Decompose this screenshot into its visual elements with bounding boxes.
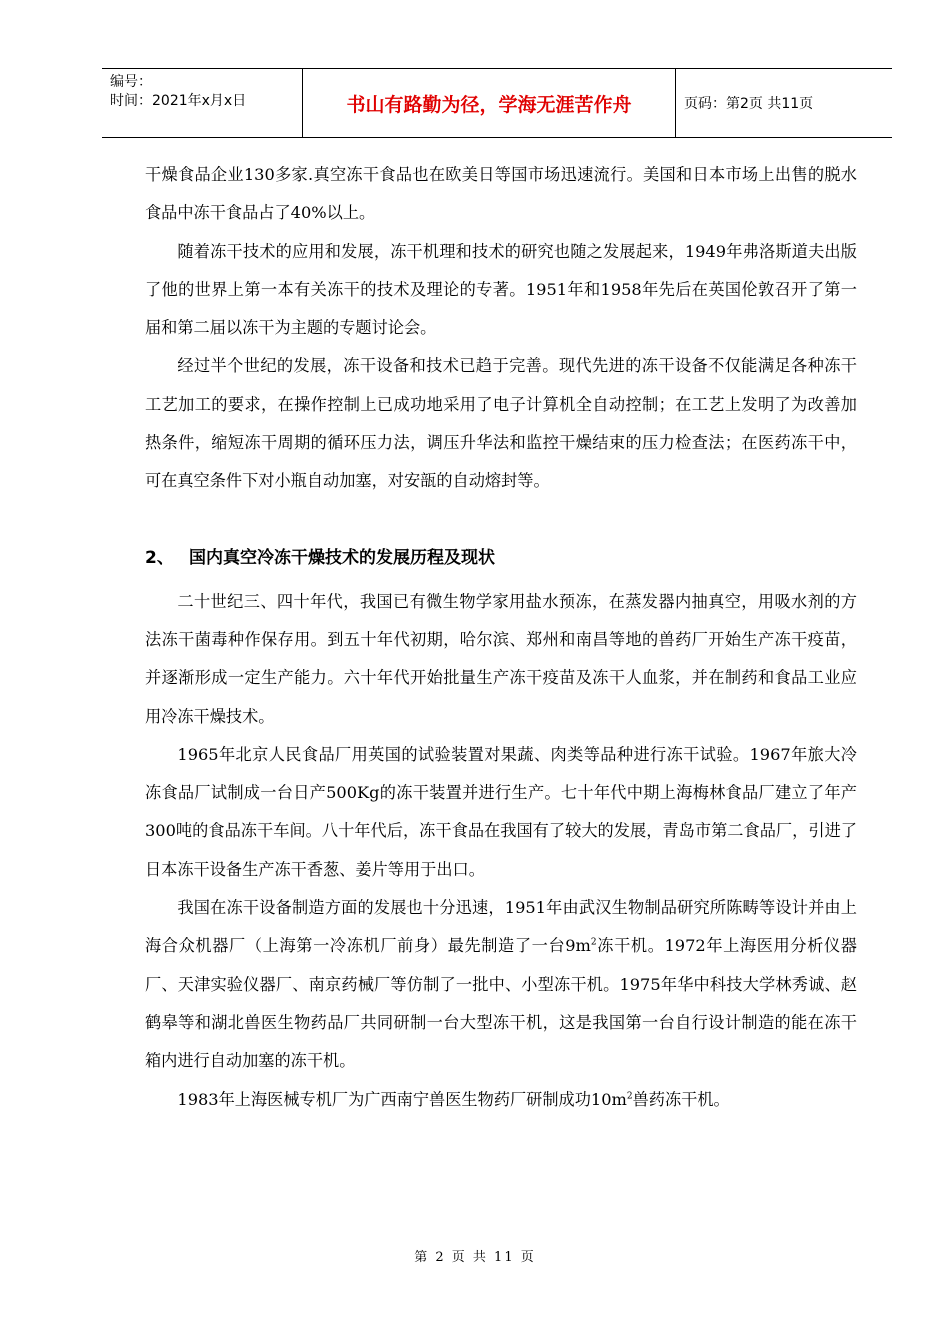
document-body — [145, 156, 857, 1119]
time-label: 时间：2021年x月x日 — [110, 93, 247, 109]
text-run: 兽药冻干机。 — [632, 1089, 730, 1109]
header-table — [102, 68, 892, 138]
text-run: 1983年上海医械专机厂为广西南宁兽医生物药厂研制成功10m — [177, 1089, 627, 1109]
section-title: 国内真空冷冻干燥技术的发展历程及现状 — [189, 547, 495, 568]
text-run: 冻干机。1972年上海医用分析仪器厂、天津实验仪器厂、南京药械厂等仿制了一批中、小型冻干机。1975年华中科技大学林秀诚、赵鹤皋等和湖北兽医生物药品厂共同研制一台大型冻干机，这是我国第一台自行设计制造的能在冻干箱内进行自动加塞的冻干机。 — [145, 936, 857, 1071]
header-page-info: 页码：第2页 共11页 — [684, 96, 814, 112]
superscript: 2 — [626, 1091, 633, 1102]
paragraph-continued: 干燥食品企业130多家.真空冻干食品也在欧美日等国市场迅速流行。美国和日本市场上出售的脱水食品中冻干食品占了40%以上。 — [145, 165, 857, 223]
page-footer: 第 2 页 共 11 页 — [414, 1250, 536, 1265]
text-run: 我国在冻干设备制造方面的发展也十分迅速，1951年由武汉生物制品研究所陈畴等设计并由上海合众机器厂（上海第一冷冻机厂前身）最先制造了一台9m — [145, 898, 857, 956]
section-number: 2、 — [145, 547, 174, 568]
paragraph-last — [145, 1081, 857, 1119]
header-motto: 书山有路勤为径，学海无涯苦作舟 — [303, 69, 676, 137]
paragraph: 二十世纪三、四十年代，我国已有微生物学家用盐水预冻，在蒸发器内抽真空，用吸水剂的方法冻干菌毒种作保存用。到五十年代初期，哈尔滨、郑州和南昌等地的兽药厂开始生产冻干疫苗，并逐渐形成一定生产能力。六十年代开始批量生产冻干疫苗及冻干人血浆，并在制药和食品工业应用冷冻干燥技术。 — [145, 591, 857, 726]
header-meta-cell — [102, 69, 303, 137]
code-label: 编号： — [110, 74, 152, 90]
paragraph: 经过半个世纪的发展，冻干设备和技术已趋于完善。现代先进的冻干设备不仅能满足各种冻干工艺加工的要求，在操作控制上已成功地采用了电子计算机全自动控制；在工艺上发明了为改善加热条件，缩短冻干周期的循环压力法，调压升华法和监控干燥结束的压力检查法；在医药冻干中，可在真空条件下对小瓶自动加塞，对安瓿的自动熔封等。 — [145, 356, 857, 491]
paragraph-equipment — [145, 889, 857, 1080]
section-heading — [145, 539, 857, 577]
paragraph: 随着冻干技术的应用和发展，冻干机理和技术的研究也随之发展起来，1949年弗洛斯道夫出版了他的世界上第一本有关冻干的技术及理论的专著。1951年和1958年先后在英国伦敦召开了第一届和第二届以冻干为主题的专题讨论会。 — [145, 241, 857, 338]
paragraph: 1965年北京人民食品厂用英国的试验装置对果蔬、肉类等品种进行冻干试验。1967年旅大冷冻食品厂试制成一台日产500Kg的冻干装置并进行生产。七十年代中期上海梅林食品厂建立了年产300吨的食品冻干车间。八十年代后，冻干食品在我国有了较大的发展，青岛市第二食品厂，引进了日本冻干设备生产冻干香葱、姜片等用于出口。 — [145, 744, 857, 879]
superscript: 2 — [590, 937, 597, 948]
